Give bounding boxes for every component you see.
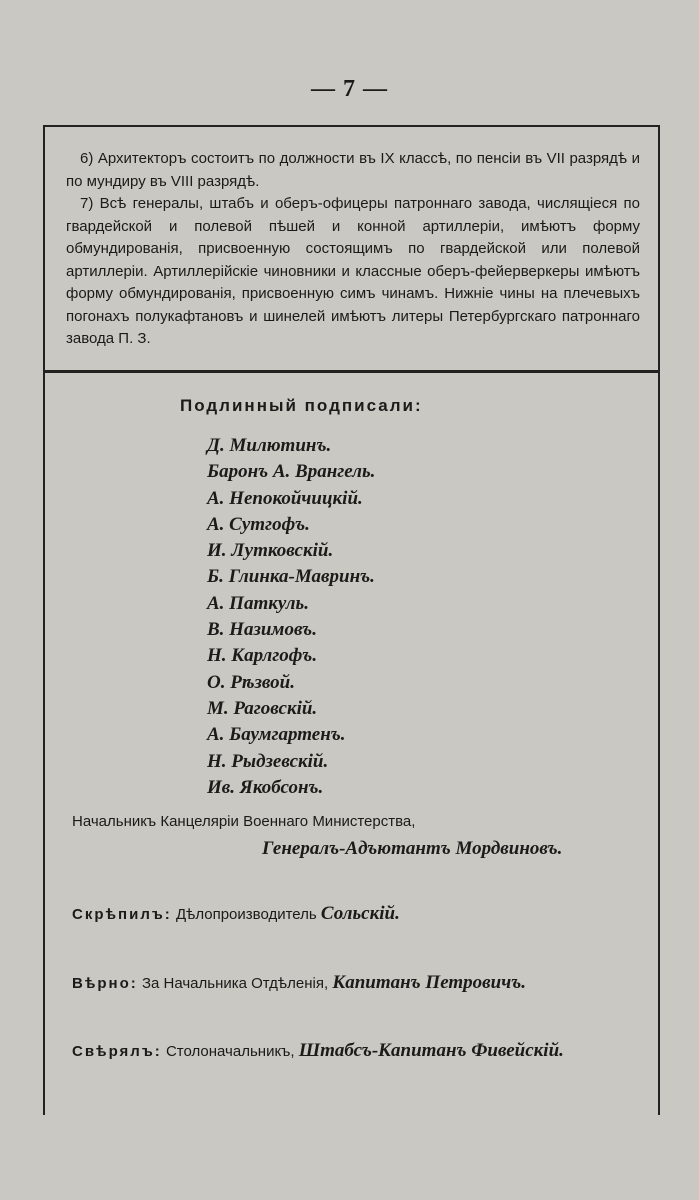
page-number: — 7 — — [311, 76, 388, 102]
signatories-list — [207, 433, 375, 801]
certification-role: Дѣлопроизводитель — [175, 906, 317, 923]
chief-name: Генералъ-Адъютантъ Мордвиновъ. — [262, 838, 563, 859]
note-7: 7) Всѣ генералы, штабъ и оберъ-офицеры патроннаго завода, числящіеся по гвардейской и полевой пѣшей и конной артиллеріи, имѣютъ форму обмундированія, присвоенную состоящимъ по гвардейской или полевой артиллеріи. Артиллерійскіе чиновники и классные оберъ-фейерверкеры имѣютъ форму обмундированія, присвоенную симъ чинамъ. Нижніе чины на плечевыхъ погонахъ полукафтановъ и шинелей имѣютъ литеры Петербургскаго патроннаго завода П. З. — [66, 195, 640, 347]
section-divider — [43, 370, 660, 373]
certification-name: Штабсъ-Капитанъ Фивейскій. — [298, 1040, 564, 1061]
signatory: А. Непокойчицкій. — [207, 487, 363, 509]
signatory: М. Раговскій. — [207, 697, 318, 719]
signatory: Д. Милютинъ. — [207, 435, 332, 456]
signatory: А. Сутгофъ. — [207, 513, 310, 535]
signatory: И. Лутковскій. — [207, 540, 334, 562]
frame-right-rule — [658, 125, 660, 1115]
signed-heading: Подлинный подписали: — [180, 396, 423, 415]
signatory: Ив. Якобсонъ. — [207, 776, 324, 798]
signatory: Н. Рыдзевскій. — [207, 750, 329, 772]
note-6: 6) Архитекторъ состоитъ по должности въ IX классѣ, по пенсіи въ VII разрядѣ и по мундиру въ VIII разрядѣ. — [66, 150, 640, 190]
certification-line — [72, 903, 400, 925]
certification-name: Сольскій. — [320, 903, 400, 924]
certification-role: Столоначальникъ, — [165, 1043, 295, 1060]
signatory: Б. Глинка-Мавринъ. — [207, 566, 375, 588]
signatory: В. Назимовъ. — [207, 619, 317, 641]
signatory: А. Баумгартенъ. — [207, 724, 346, 746]
signatory: Н. Карлгофъ. — [207, 645, 318, 667]
certification-word: Вѣрно: — [72, 975, 138, 992]
certification-word: Свѣрялъ: — [72, 1043, 162, 1060]
signatory: А. Паткуль. — [207, 592, 309, 614]
signatory: Баронъ А. Врангель. — [207, 461, 376, 483]
frame-top-rule — [43, 125, 660, 127]
certification-role: За Начальника Отдѣленія, — [141, 975, 329, 992]
signatory: О. Рѣзвой. — [207, 671, 295, 693]
certification-line — [72, 972, 526, 994]
chief-label: Начальникъ Канцеляріи Военнаго Министерства, — [72, 813, 416, 830]
certification-name: Капитанъ Петровичъ. — [332, 972, 526, 993]
frame-left-rule — [43, 125, 45, 1115]
certification-word: Скрѣпилъ: — [72, 906, 172, 923]
notes-block — [66, 148, 640, 351]
certification-line — [72, 1040, 564, 1062]
